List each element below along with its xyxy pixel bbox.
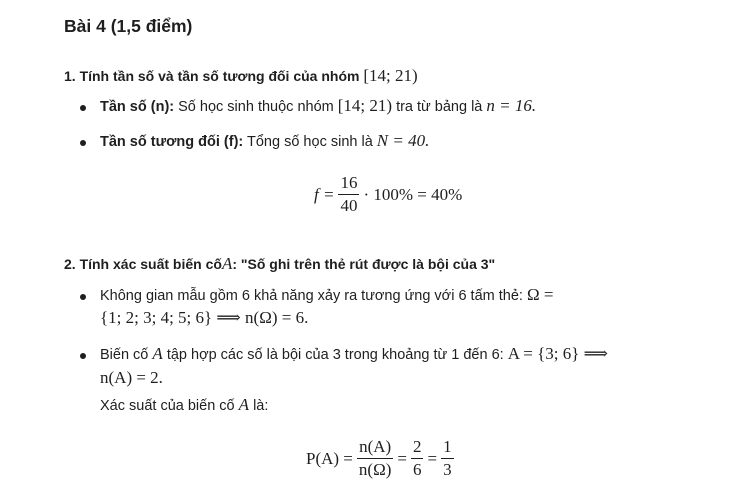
frequency-value-math: n = 16. xyxy=(486,96,537,115)
relative-frequency-text: Tổng số học sinh là xyxy=(247,134,373,150)
fraction-denominator: 3 xyxy=(443,460,452,479)
part2-bullet-event-line3 xyxy=(100,395,268,415)
fraction-numerator: 16 xyxy=(338,172,359,195)
event-text-a: Biến cố xyxy=(100,347,149,363)
part1-heading-math: [14; 21) xyxy=(363,66,418,85)
part2-bullet-event-line1 xyxy=(100,344,608,364)
part2-heading-var: A xyxy=(221,254,233,273)
fraction-denominator: 40 xyxy=(340,196,358,215)
part2-heading xyxy=(64,254,495,274)
part2-bullet-event-line2: n(A) = 2. xyxy=(100,368,163,387)
probability-formula xyxy=(302,436,454,481)
bullet-dot xyxy=(80,140,86,146)
fraction-numerator: 1 xyxy=(441,436,454,459)
equals-sign: = xyxy=(427,448,438,468)
equals-sign: = xyxy=(397,448,407,468)
fraction-denominator: n(Ω) xyxy=(358,460,392,479)
part2-heading-rest: : "Số ghi trên thẻ rút được là bội của 3" xyxy=(232,256,496,272)
probability-lhs: P(A) = xyxy=(306,448,353,468)
fraction-numerator: n(A) xyxy=(357,436,393,459)
relative-frequency-label: Tần số tương đối (f): xyxy=(100,134,244,150)
bullet-dot xyxy=(80,294,86,300)
frequency-text: Số học sinh thuộc nhóm xyxy=(178,99,334,115)
probability-fraction-1 xyxy=(357,436,393,481)
frequency-label: Tần số (n): xyxy=(100,99,175,115)
frequency-text2: tra từ bảng là xyxy=(396,99,483,115)
fraction-numerator: 2 xyxy=(411,436,424,459)
formula-lhs: f = xyxy=(314,184,335,204)
part1-heading-text: 1. Tính tần số và tần số tương đối của nhóm xyxy=(64,68,360,84)
part1-bullet-frequency xyxy=(100,96,536,116)
fraction-denominator: 6 xyxy=(412,460,422,479)
probability-fraction-3 xyxy=(441,436,454,481)
part2-heading-text: 2. Tính xác suất biến cố xyxy=(64,256,222,272)
formula-rhs: · 100% = 40% xyxy=(363,184,463,204)
probability-intro-end: là: xyxy=(253,398,269,414)
formula-fraction xyxy=(338,172,359,217)
probability-intro-text: Xác suất của biến cố xyxy=(100,398,235,414)
part1-heading xyxy=(64,66,418,86)
probability-fraction-2 xyxy=(411,436,424,481)
page-title: Bài 4 (1,5 điểm) xyxy=(64,16,193,36)
relative-frequency-formula xyxy=(310,172,466,217)
part2-bullet-sample-space-line2: {1; 2; 3; 4; 5; 6} ⟹ n(Ω) = 6. xyxy=(100,308,309,327)
bullet-dot xyxy=(80,353,86,359)
event-var: A xyxy=(152,344,163,363)
bullet-dot xyxy=(80,105,86,111)
sample-space-omega: Ω = xyxy=(526,285,554,304)
total-students-math: N = 40. xyxy=(376,131,430,150)
event-set-math: A = {3; 6} ⟹ xyxy=(507,344,609,363)
part2-bullet-sample-space-line1 xyxy=(100,285,553,305)
part1-bullet-relative-frequency xyxy=(100,131,429,151)
event-text-b: tập hợp các số là bội của 3 trong khoảng từ 1 đến 6: xyxy=(166,347,504,363)
sample-space-text: Không gian mẫu gồm 6 khả năng xảy ra tương ứng với 6 tấm thẻ: xyxy=(100,288,523,304)
probability-intro-var: A xyxy=(238,395,250,414)
frequency-group-math: [14; 21) xyxy=(337,96,393,115)
